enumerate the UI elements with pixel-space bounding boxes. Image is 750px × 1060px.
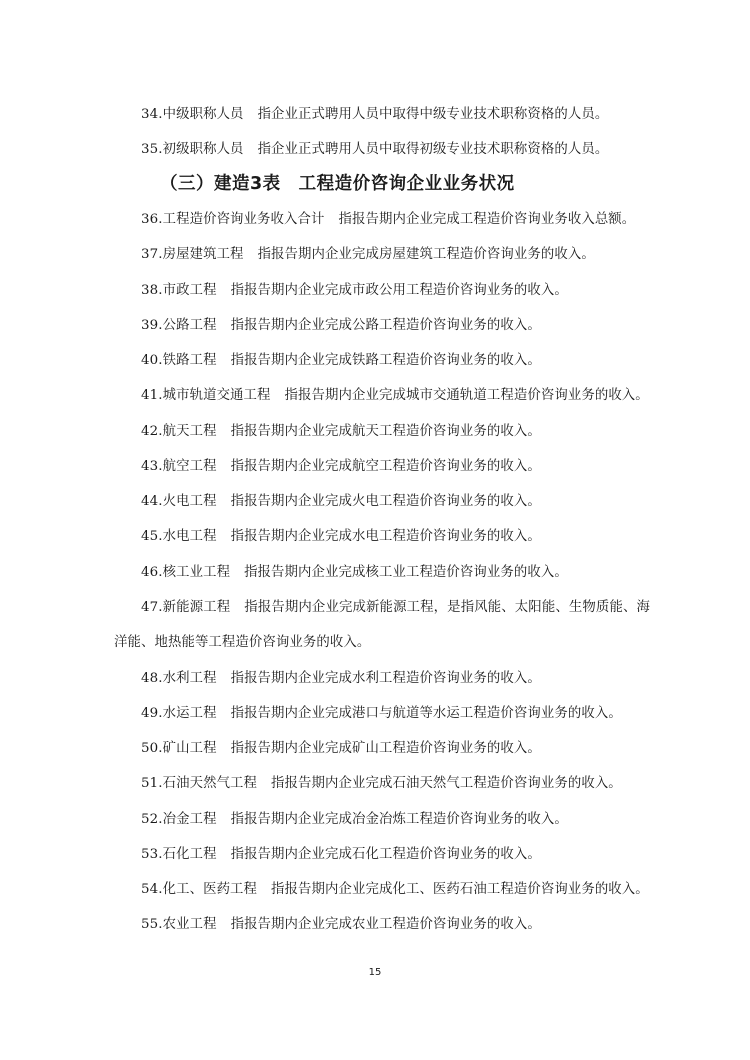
item-number: 39. (141, 318, 163, 333)
definition-item-54 (141, 881, 650, 899)
item-number: 53. (141, 847, 163, 862)
item-term: 航天工程 (162, 424, 217, 439)
item-term: 核工业工程 (162, 565, 231, 580)
definition-item-51 (141, 775, 650, 793)
item-description: 指报告期内企业完成航空工程造价咨询业务的收入。 (230, 459, 541, 474)
item-description: 指报告期内企业完成矿山工程造价咨询业务的收入。 (230, 741, 541, 756)
definition-item-47-continuation (114, 634, 650, 652)
definition-item-39 (141, 317, 650, 335)
item-term: 化工、医药工程 (162, 882, 258, 897)
item-description: 指报告期内企业完成铁路工程造价咨询业务的收入。 (230, 353, 541, 368)
item-number: 47. (141, 600, 163, 615)
page-number: 15 (368, 967, 382, 978)
item-number: 38. (141, 283, 163, 298)
item-description: 指报告期内企业完成冶金冶炼工程造价咨询业务的收入。 (230, 812, 568, 827)
item-description: 指报告期内企业完成化工、医药石油工程造价咨询业务的收入。 (271, 882, 649, 897)
item-description: 指报告期内企业完成工程造价咨询业务收入总额。 (338, 212, 636, 227)
definition-item-38 (141, 282, 650, 300)
item-number: 48. (141, 671, 163, 686)
item-number: 41. (141, 388, 163, 403)
definition-item-42 (141, 423, 650, 441)
item-term: 中级职称人员 (162, 107, 244, 122)
item-description: 指报告期内企业完成水电工程造价咨询业务的收入。 (230, 529, 541, 544)
item-term: 冶金工程 (162, 812, 217, 827)
item-number: 40. (141, 353, 163, 368)
item-description: 指报告期内企业完成市政公用工程造价咨询业务的收入。 (230, 283, 568, 298)
item-description: 指报告期内企业完成公路工程造价咨询业务的收入。 (230, 318, 541, 333)
item-term: 城市轨道交通工程 (162, 388, 271, 403)
item-term: 矿山工程 (162, 741, 217, 756)
item-term: 石油天然气工程 (162, 776, 258, 791)
item-term: 火电工程 (162, 494, 217, 509)
definition-item-46 (141, 564, 650, 582)
item-term: 石化工程 (162, 847, 217, 862)
item-term: 水利工程 (162, 671, 217, 686)
item-number: 34. (141, 107, 163, 122)
definition-item-43 (141, 458, 650, 476)
item-number: 52. (141, 812, 163, 827)
item-description: 指企业正式聘用人员中取得初级专业技术职称资格的人员。 (257, 142, 609, 157)
item-description: 指报告期内企业完成房屋建筑工程造价咨询业务的收入。 (257, 247, 595, 262)
item-description: 指报告期内企业完成农业工程造价咨询业务的收入。 (230, 917, 541, 932)
definition-item-40 (141, 352, 650, 370)
definition-item-36 (141, 211, 650, 229)
item-description: 指报告期内企业完成核工业工程造价咨询业务的收入。 (244, 565, 568, 580)
section-title: （三）建造3表 工程造价咨询企业业务状况 (160, 174, 515, 194)
item-term: 房屋建筑工程 (162, 247, 244, 262)
item-number: 44. (141, 494, 163, 509)
item-term: 新能源工程 (162, 600, 231, 615)
definition-item-55 (141, 916, 650, 934)
item-description: 指报告期内企业完成石化工程造价咨询业务的收入。 (230, 847, 541, 862)
item-description: 指报告期内企业完成火电工程造价咨询业务的收入。 (230, 494, 541, 509)
item-number: 36. (141, 212, 163, 227)
item-number: 35. (141, 142, 163, 157)
item-term: 初级职称人员 (162, 142, 244, 157)
item-number: 45. (141, 529, 163, 544)
item-number: 55. (141, 917, 163, 932)
item-description: 指报告期内企业完成城市交通轨道工程造价咨询业务的收入。 (284, 388, 649, 403)
item-term: 公路工程 (162, 318, 217, 333)
definition-item-41 (141, 387, 650, 405)
item-term: 水运工程 (162, 706, 217, 721)
definition-item-49 (141, 705, 650, 723)
definition-item-44 (141, 493, 650, 511)
item-description: 指报告期内企业完成航天工程造价咨询业务的收入。 (230, 424, 541, 439)
item-term: 航空工程 (162, 459, 217, 474)
item-term: 工程造价咨询业务收入合计 (162, 212, 325, 227)
item-number: 54. (141, 882, 163, 897)
item-description-continued: 洋能、地热能等工程造价咨询业务的收入。 (114, 635, 371, 650)
item-description: 指报告期内企业完成新能源工程，是指风能、太阳能、生物质能、海 (244, 600, 650, 615)
item-description: 指报告期内企业完成石油天然气工程造价咨询业务的收入。 (271, 776, 622, 791)
definition-item-50 (141, 740, 650, 758)
item-description: 指报告期内企业完成水利工程造价咨询业务的收入。 (230, 671, 541, 686)
item-description: 指报告期内企业完成港口与航道等水运工程造价咨询业务的收入。 (230, 706, 622, 721)
item-number: 49. (141, 706, 163, 721)
item-number: 50. (141, 741, 163, 756)
definition-item-52 (141, 811, 650, 829)
item-description: 指企业正式聘用人员中取得中级专业技术职称资格的人员。 (257, 107, 609, 122)
item-number: 42. (141, 424, 163, 439)
item-term: 农业工程 (162, 917, 217, 932)
definition-item-53 (141, 846, 650, 864)
definition-item-47 (141, 599, 650, 617)
definition-item-34 (141, 106, 650, 124)
item-term: 水电工程 (162, 529, 217, 544)
item-number: 37. (141, 247, 163, 262)
definition-item-45 (141, 528, 650, 546)
definition-item-48 (141, 670, 650, 688)
definition-item-35 (141, 141, 650, 159)
item-term: 铁路工程 (162, 353, 217, 368)
item-number: 51. (141, 776, 163, 791)
item-term: 市政工程 (162, 283, 217, 298)
item-number: 46. (141, 565, 163, 580)
definition-item-37 (141, 246, 650, 264)
item-number: 43. (141, 459, 163, 474)
